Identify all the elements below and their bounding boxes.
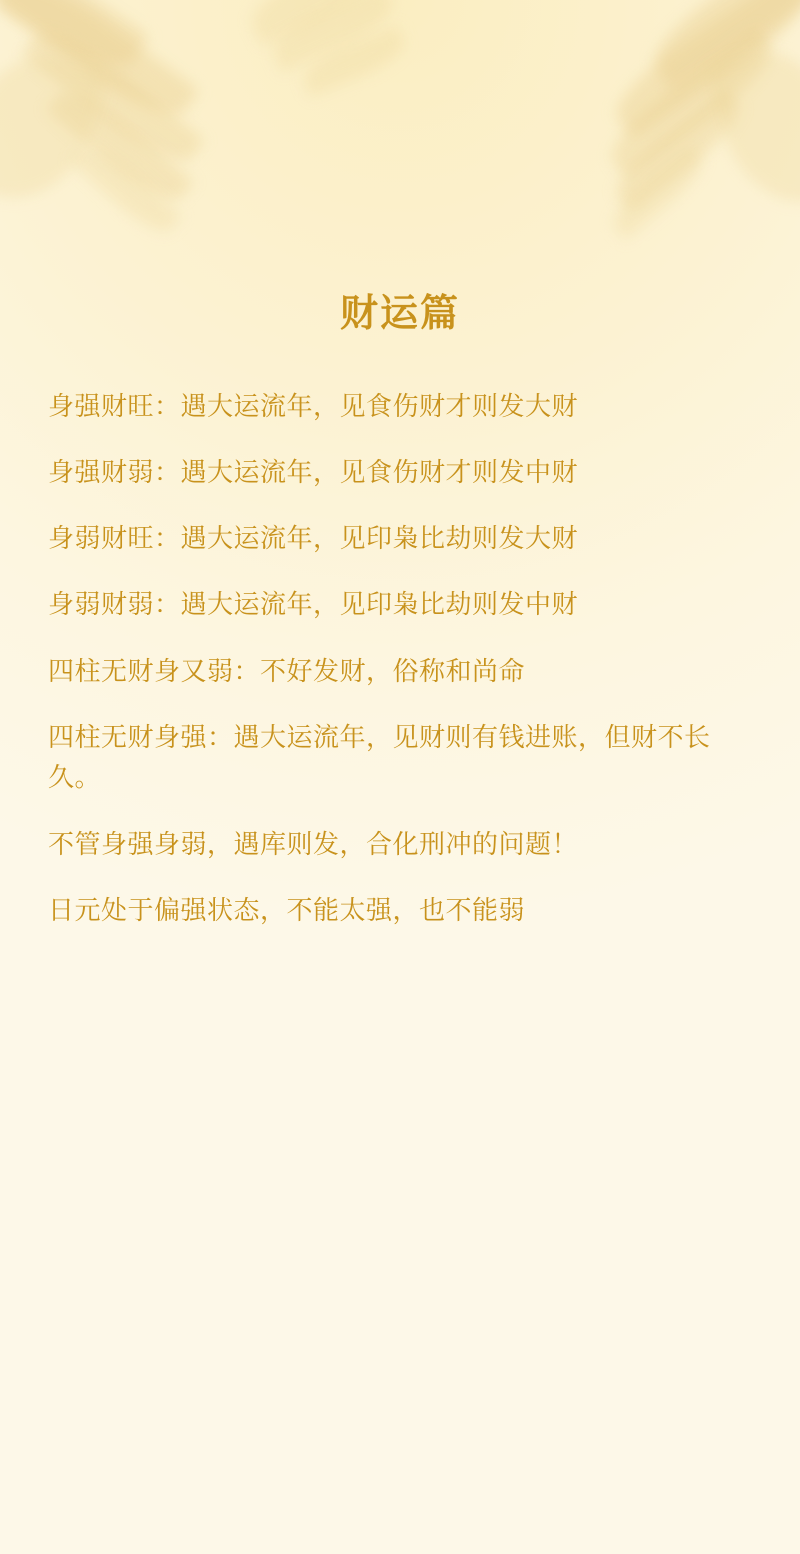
text-line: 身弱财旺：遇大运流年，见印枭比劫则发大财 [48,523,579,554]
text-line: 身强财弱：遇大运流年，见食伤财才则发中财 [48,456,579,487]
text-block [48,386,752,931]
text-line: 不管身强身弱，遇库则发，合化刑冲的问题！ [48,828,579,859]
text-line: 四柱无财身又弱：不好发财，俗称和尚命 [48,655,526,686]
text-line: 身强财旺：遇大运流年，见食伤财才则发大财 [48,390,579,421]
page-title: 财运篇 [339,293,460,335]
text-line: 日元处于偏强状态，不能太强，也不能弱 [48,894,526,925]
text-line: 身弱财弱：遇大运流年，见印枭比劫则发中财 [48,589,579,620]
text-line: 四柱无财身强：遇大运流年，见财则有钱进账，但财不长久。 [48,722,711,793]
